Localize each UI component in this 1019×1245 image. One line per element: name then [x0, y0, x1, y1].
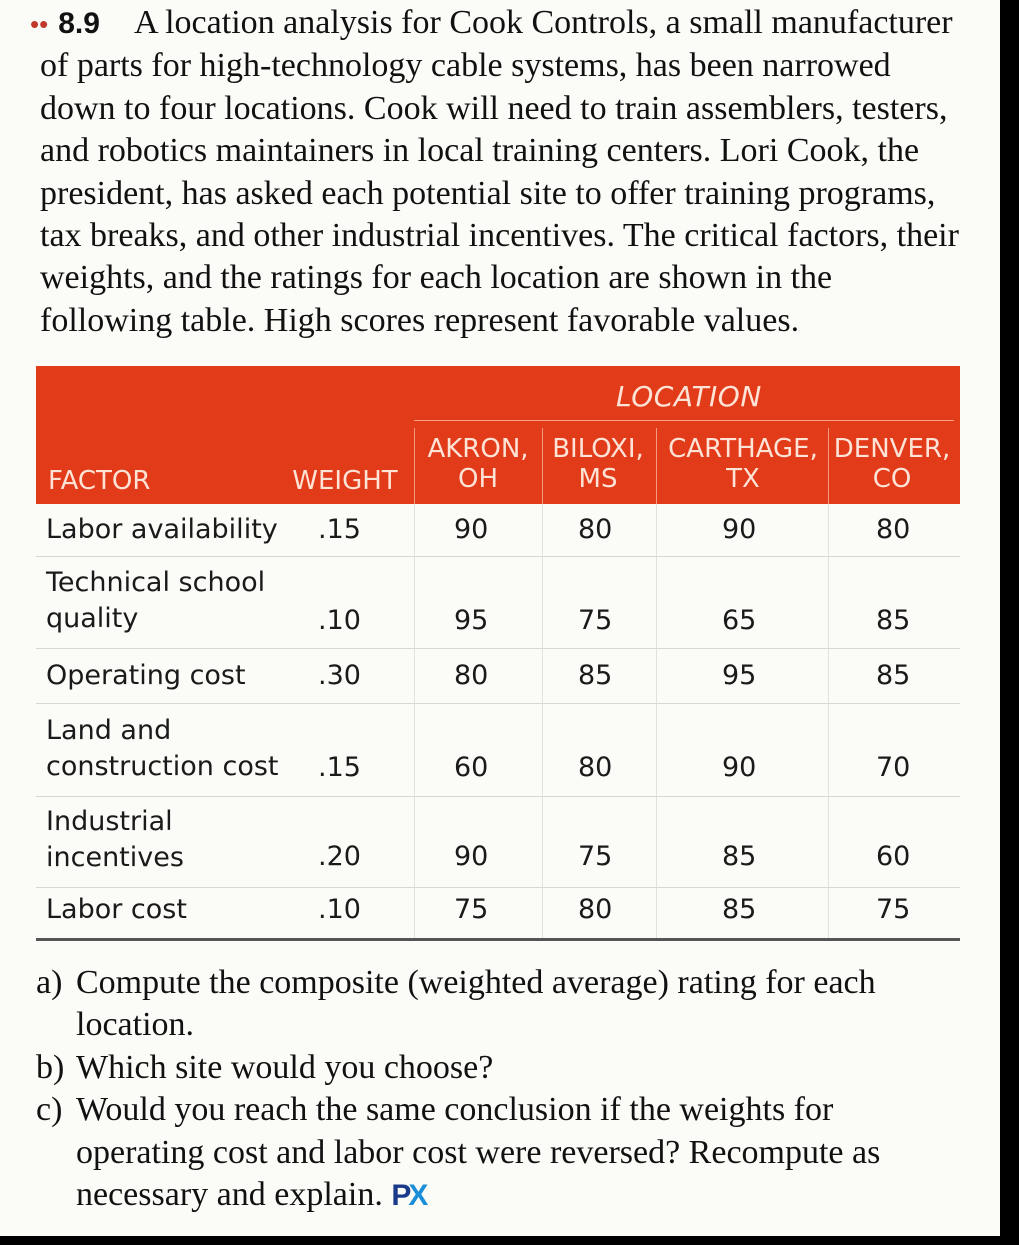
akron-cell: 90	[454, 514, 489, 545]
header-separator	[414, 428, 415, 504]
biloxi-cell: 80	[578, 894, 613, 925]
biloxi-cell: 80	[578, 752, 613, 783]
problem-text: A location analysis for Cook Controls, a small manufacturer of parts for high-technology cable systems, has been narrowed down to four locations. Cook will need to train assemblers, testers, and robotics maintainers in local training centers. Lori Cook, the president, has asked each potential site to offer training programs, tax breaks, and other industrial incentives. The critical factors, their weights, and the ratings for each location are shown in the following table. High scores represent favorable values.	[40, 4, 959, 339]
question-item	[36, 962, 970, 1047]
col-header-weight: WEIGHT	[292, 466, 398, 496]
table-row	[36, 796, 960, 887]
factor-cell: Labor availability	[46, 514, 278, 545]
question-text: Which site would you choose?	[76, 1048, 494, 1086]
col-header-biloxi: BILOXI, MS	[552, 434, 644, 494]
carthage-cell: 90	[722, 752, 757, 783]
weight-cell: .15	[318, 752, 361, 783]
table-header	[36, 366, 960, 504]
akron-cell: 60	[454, 752, 489, 783]
question-text: Compute the composite (weighted average) rating for each location.	[76, 964, 876, 1044]
factor-cell: Industrial incentives	[46, 806, 184, 873]
px-logo-icon: PX	[391, 1179, 426, 1213]
header-divider	[414, 420, 954, 421]
carthage-cell: 85	[722, 841, 757, 872]
table-bottom-rule	[36, 938, 960, 941]
denver-cell: 70	[876, 752, 911, 783]
akron-cell: 75	[454, 894, 489, 925]
weight-cell: .15	[318, 514, 361, 545]
denver-cell: 80	[876, 514, 911, 545]
akron-cell: 95	[454, 605, 489, 636]
carthage-cell: 85	[722, 894, 757, 925]
question-list	[36, 962, 970, 1217]
carthage-cell: 95	[722, 660, 757, 691]
location-ratings-table	[36, 366, 960, 941]
difficulty-bullets: ••	[30, 9, 49, 39]
weight-cell: .10	[318, 894, 361, 925]
col-header-carthage: CARTHAGE, TX	[668, 434, 818, 494]
table-row	[36, 556, 960, 648]
akron-cell: 90	[454, 841, 489, 872]
question-text: Would you reach the same conclusion if the weights for operating cost and labor cost were reversed? Recompute as necessary and explain.	[76, 1091, 881, 1214]
factor-cell: Land and construction cost	[46, 715, 279, 782]
problem-number: 8.9	[58, 7, 100, 40]
table-row	[36, 703, 960, 796]
question-item	[36, 1089, 970, 1217]
carthage-cell: 65	[722, 605, 757, 636]
problem-statement	[30, 2, 970, 342]
col-header-denver: DENVER, CO	[833, 434, 951, 494]
question-item	[36, 1047, 970, 1089]
factor-cell: Labor cost	[46, 894, 187, 925]
question-label: b)	[36, 1048, 65, 1086]
biloxi-cell: 80	[578, 514, 613, 545]
denver-cell: 75	[876, 894, 911, 925]
akron-cell: 80	[454, 660, 489, 691]
table-row	[36, 504, 960, 556]
col-header-akron: AKRON, OH	[427, 434, 529, 494]
question-label: a)	[36, 964, 63, 1001]
header-separator	[656, 428, 657, 504]
table-row	[36, 887, 960, 938]
denver-cell: 85	[876, 605, 911, 636]
biloxi-cell: 75	[578, 605, 613, 636]
biloxi-cell: 75	[578, 841, 613, 872]
factor-cell: Operating cost	[46, 660, 246, 691]
weight-cell: .20	[318, 841, 361, 872]
question-label: c)	[36, 1091, 63, 1129]
weight-cell: .10	[318, 605, 361, 636]
weight-cell: .30	[318, 660, 361, 691]
factor-cell: Technical school quality	[46, 567, 266, 634]
table-row	[36, 648, 960, 703]
carthage-cell: 90	[722, 514, 757, 545]
col-header-factor: FACTOR	[48, 466, 151, 496]
biloxi-cell: 85	[578, 660, 613, 691]
denver-cell: 60	[876, 841, 911, 872]
denver-cell: 85	[876, 660, 911, 691]
location-group-header: LOCATION	[616, 380, 762, 413]
